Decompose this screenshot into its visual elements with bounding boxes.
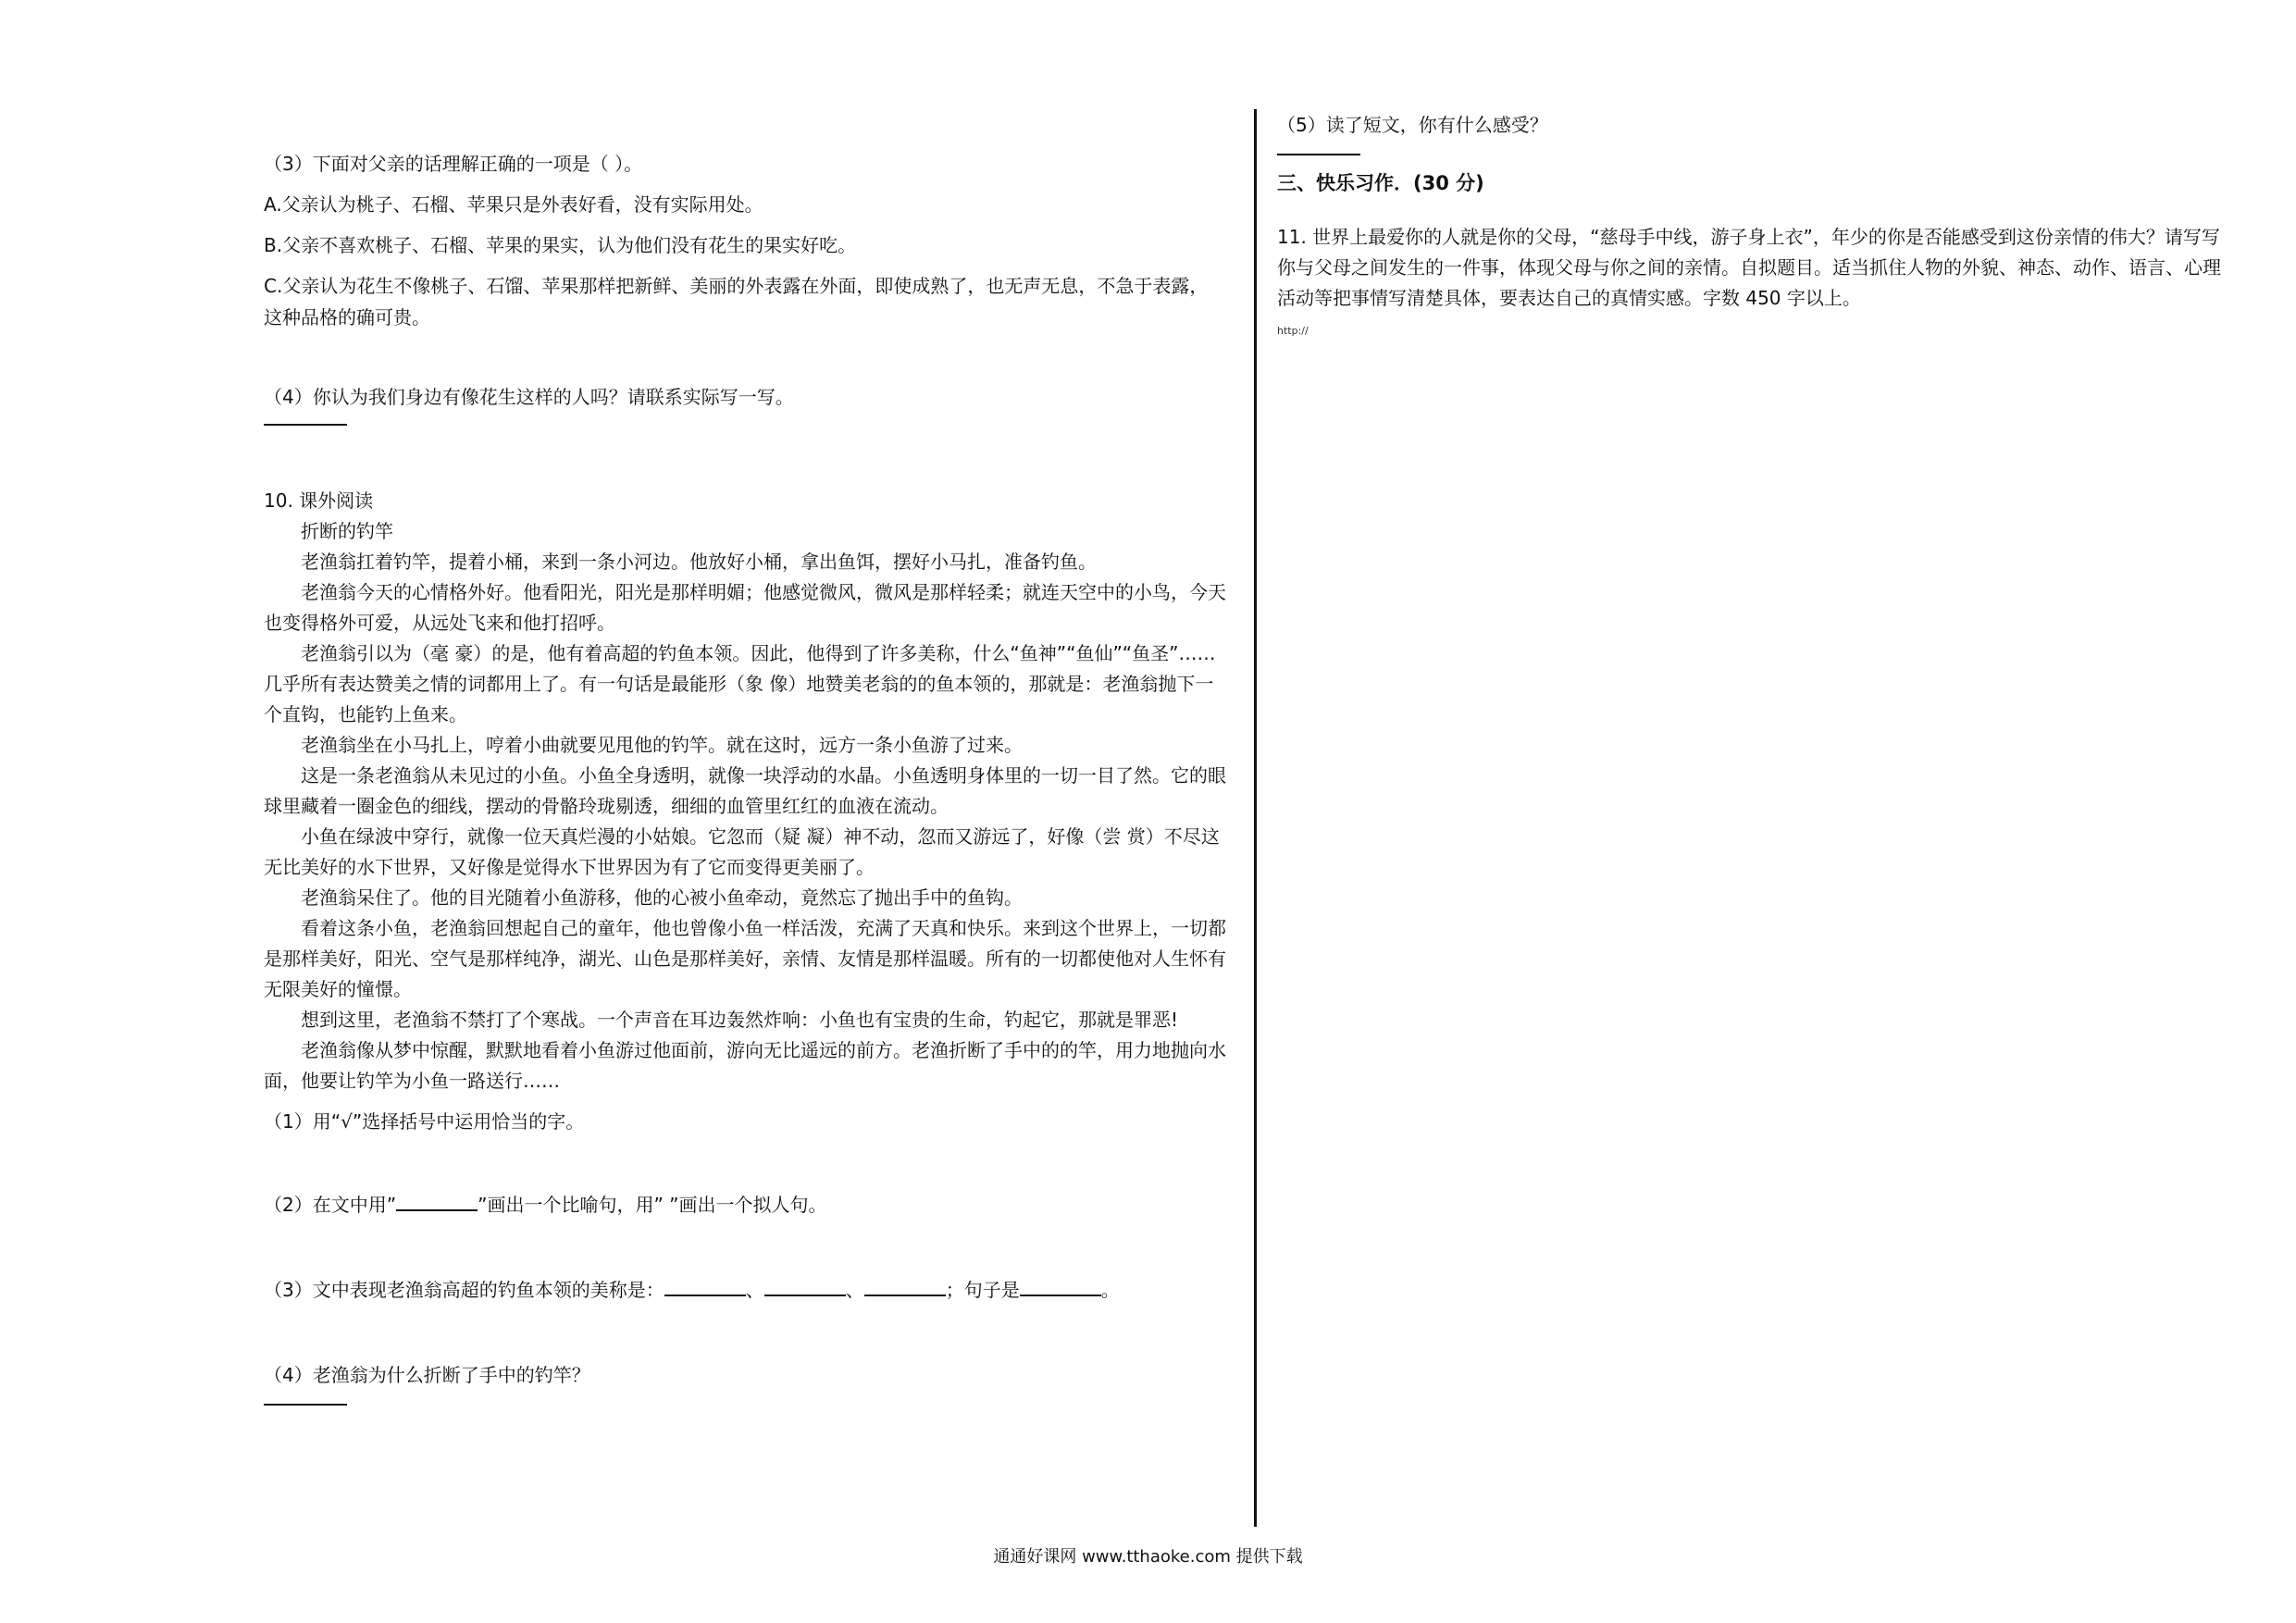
question-9-3-stem: （3）下面对父亲的话理解正确的一项是（ ）。 xyxy=(264,153,643,175)
story-paragraph: 老渔翁扛着钓竿，提着小桶，来到一条小河边。他放好小桶，拿出鱼饵，摆好小马扎，准备钓鱼。 xyxy=(301,551,1097,573)
story-paragraph: 老渔翁呆住了。他的目光随着小鱼游移，他的心被小鱼牵动，竟然忘了抛出手中的鱼钩。 xyxy=(301,886,1023,909)
option-c: C.父亲认为花生不像桃子、石馏、苹果那样把新鲜、美丽的外表露在外面，即使成熟了，也无声无息，不急于表露，这种品格的确可贵。 xyxy=(264,275,1209,328)
left-column xyxy=(264,148,1226,1406)
story-paragraph: 这是一条老渔翁从未见过的小鱼。小鱼全身透明，就像一块浮动的水晶。小鱼透明身体里的一切一目了然。它的眼球里藏着一圈金色的细线，摆动的骨骼玲珑剔透，细细的血管里红红的血液在流动。 xyxy=(264,764,1226,817)
question-10-4: （4）老渔翁为什么折断了手中的钓竿？ xyxy=(264,1364,590,1386)
column-divider xyxy=(1254,109,1257,1527)
story-title: 折断的钓竿 xyxy=(301,520,393,542)
right-column xyxy=(1277,109,2221,347)
question-10-3-end: 。 xyxy=(1100,1279,1120,1301)
answer-blank xyxy=(396,1193,478,1211)
question-10-3-text-b: ；句子是 xyxy=(945,1279,1020,1301)
option-a: A.父亲认为桃子、石榴、苹果只是外表好看，没有实际用处。 xyxy=(264,193,763,216)
answer-blank xyxy=(1277,154,1360,155)
story-paragraph: 老渔翁今天的心情格外好。他看阳光，阳光是那样明媚；他感觉微风，微风是那样轻柔；就连天空中的小鸟，今天也变得格外可爱，从远处飞来和他打招呼。 xyxy=(264,581,1226,634)
section-3-title: 三、快乐习作．(30 分) xyxy=(1277,172,1484,194)
story-paragraph: 老渔翁像从梦中惊醒，默默地看着小鱼游过他面前，游向无比遥远的前方。老渔折断了手中的的竿，用力地抛向水面，他要让钓竿为小鱼一路送行…… xyxy=(264,1039,1226,1092)
question-10-2 xyxy=(264,1189,1226,1220)
answer-blank xyxy=(764,1278,846,1296)
answer-blank xyxy=(264,424,347,426)
separator: 、 xyxy=(845,1279,864,1301)
story-paragraph: 小鱼在绿波中穿行，就像一位天真烂漫的小姑娘。它忽而（疑 凝）神不动，忽而又游远了，好像（尝 赏）不尽这无比美好的水下世界，又好像是觉得水下世界因为有了它而变得更美丽了。 xyxy=(264,825,1220,878)
question-10-3 xyxy=(264,1274,1226,1306)
question-10-5: （5）读了短文，你有什么感受？ xyxy=(1277,114,1548,136)
answer-blank xyxy=(864,1278,946,1296)
option-b: B.父亲不喜欢桃子、石榴、苹果的果实，认为他们没有花生的果实好吃。 xyxy=(264,234,857,256)
question-10-1: （1）用“√”选择括号中运用恰当的字。 xyxy=(264,1110,585,1133)
story-paragraph: 老渔翁引以为（毫 豪）的是，他有着高超的钓鱼本领。因此，他得到了许多美称，什么“鱼神”“鱼仙”“鱼圣”……几乎所有表达赞美之情的词都用上了。有一句话是最能形（象 像）地赞美老翁的的鱼本领的，那就是：老渔翁抛下一个直钩，也能钓上鱼来。 xyxy=(264,642,1216,725)
question-10-heading: 10. 课外阅读 xyxy=(264,489,374,512)
answer-blank xyxy=(264,1404,347,1406)
answer-blank xyxy=(664,1278,746,1296)
question-10-2-text-a: （2）在文中用” xyxy=(264,1194,397,1216)
answer-blank xyxy=(1020,1278,1101,1296)
story-paragraph: 老渔翁坐在小马扎上，哼着小曲就要见甩他的钓竿。就在这时，远方一条小鱼游了过来。 xyxy=(301,734,1023,756)
question-10-2-text-b: ”画出一个比喻句，用” ”画出一个拟人句。 xyxy=(478,1194,827,1216)
page-footer: 通通好课网 www.tthaoke.com 提供下载 xyxy=(993,1547,1303,1567)
question-9-4: （4）你认为我们身边有像花生这样的人吗？请联系实际写一写。 xyxy=(264,386,794,408)
story-paragraph: 想到这里，老渔翁不禁打了个寒战。一个声音在耳边轰然炸响：小鱼也有宝贵的生命，钓起它，那就是罪恶! xyxy=(301,1009,1179,1031)
story-paragraph: 看着这条小鱼，老渔翁回想起自己的童年，他也曾像小鱼一样活泼，充满了天真和快乐。来到这个世界上，一切都是那样美好，阳光、空气是那样纯净，湖光、山色是那样美好，亲情、友情是那样温暖。所有的一切都使他对人生怀有无限美好的憧憬。 xyxy=(264,917,1226,1000)
question-10-3-text-a: （3）文中表现老渔翁高超的钓鱼本领的美称是： xyxy=(264,1279,664,1301)
separator: 、 xyxy=(745,1279,764,1301)
question-11: 11. 世界上最爱你的人就是你的父母，“慈母手中线，游子身上衣”，年少的你是否能感受到这份亲情的伟大？请写写你与父母之间发生的一件事，体现父母与你之间的亲情。自拟题目。适当抓住人物的外貌、神态、动作、语言、心理活动等把事情写清楚具体，要表达自己的真情实感。字数 450 字以上。 xyxy=(1277,226,2221,309)
tiny-url-text: http:// xyxy=(1277,325,1309,337)
